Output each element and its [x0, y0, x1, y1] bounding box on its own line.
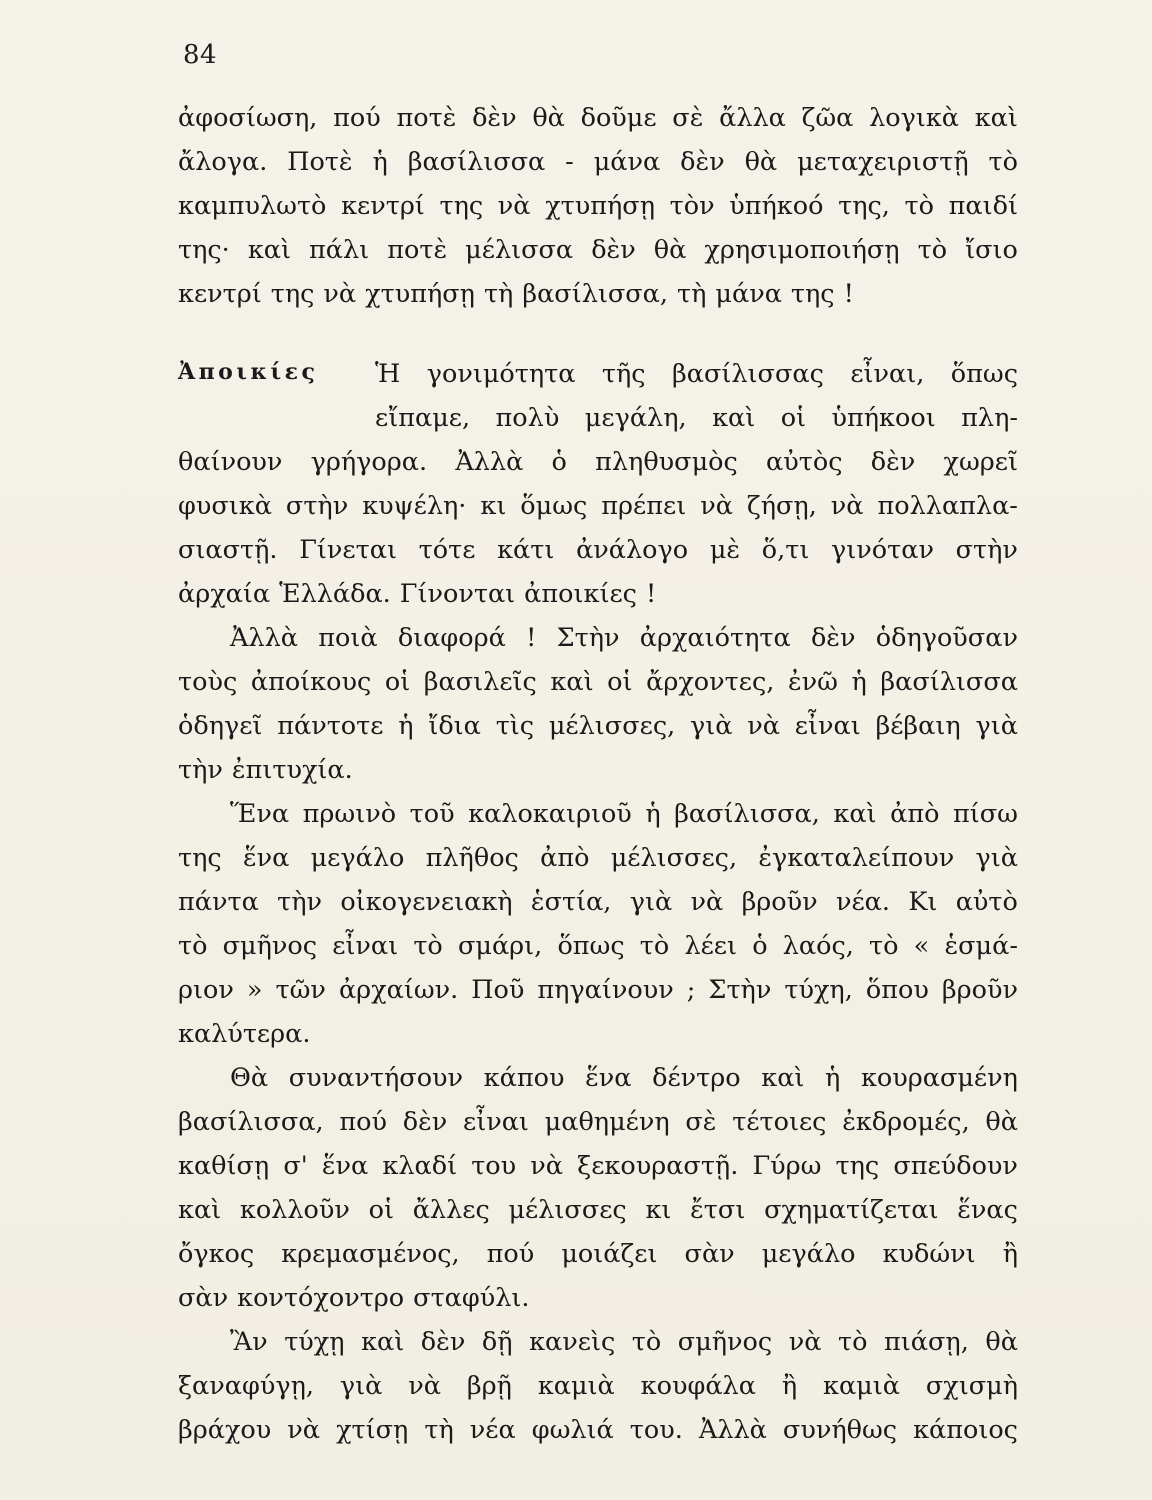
- text-line: Ἕνα πρωινὸ τοῦ καλοκαιριοῦ ἡ βασίλισσα, καὶ ἀπὸ πίσω: [230, 799, 1018, 829]
- text-line: εἴπαμε, πολὺ μεγάλη, καὶ οἱ ὑπήκοοι πλη-: [375, 403, 1018, 433]
- text-line: καλύτερα.: [178, 1019, 311, 1049]
- section-gap: [178, 316, 1018, 352]
- text-line: ἄλογα. Ποτὲ ἡ βασίλισσα - μάνα δὲν θὰ μεταχειριστῇ τὸ: [178, 147, 1018, 177]
- text-line: της ἕνα μεγάλο πλῆθος ἀπὸ μέλισσες, ἐγκαταλείπουν γιὰ: [178, 843, 1018, 873]
- paragraph-6: [178, 1320, 1018, 1452]
- text-line: καὶ κολλοῦν οἱ ἄλλες μέλισσες κι ἔτσι σχηματίζεται ἕνας: [178, 1195, 1018, 1225]
- text-line: τὸ σμῆνος εἶναι τὸ σμάρι, ὅπως τὸ λέει ὁ λαός, τὸ « ἑσμά-: [178, 931, 1018, 961]
- text-line: σιαστῇ. Γίνεται τότε κάτι ἀνάλογο μὲ ὅ,τι γινόταν στὴν: [178, 535, 1018, 565]
- text-line: Ἀλλὰ ποιὰ διαφορά ! Στὴν ἀρχαιότητα δὲν ὁδηγοῦσαν: [230, 623, 1018, 653]
- text-line: βράχου νὰ χτίσῃ τὴ νέα φωλιά του. Ἀλλὰ συνήθως κάποιος: [178, 1415, 1018, 1445]
- text-line: βασίλισσα, πού δὲν εἶναι μαθημένη σὲ τέτοιες ἐκδρομές, θὰ: [178, 1107, 1018, 1137]
- paragraph-2: [178, 352, 1018, 616]
- text-line: καμπυλωτὸ κεντρί της νὰ χτυπήσῃ τὸν ὑπήκοό της, τὸ παιδί: [178, 191, 1018, 221]
- text-line: σὰν κοντόχοντρο σταφύλι.: [178, 1283, 530, 1313]
- text-line: φυσικὰ στὴν κυψέλη· κι ὅμως πρέπει νὰ ζήσῃ, νὰ πολλαπλα-: [178, 491, 1018, 521]
- paragraph-5: [178, 1056, 1018, 1320]
- text-line: Ἂν τύχῃ καὶ δὲν δῇ κανεὶς τὸ σμῆνος νὰ τὸ πιάσῃ, θὰ: [230, 1327, 1018, 1357]
- text-line: ριον » τῶν ἀρχαίων. Ποῦ πηγαίνουν ; Στὴν τύχη, ὅπου βροῦν: [178, 975, 1018, 1005]
- text-line: ξαναφύγῃ, γιὰ νὰ βρῇ καμιὰ κουφάλα ἢ καμιὰ σχισμὴ: [178, 1371, 1018, 1401]
- text-line: ἀρχαία Ἑλλάδα. Γίνονται ἀποικίες !: [178, 579, 657, 609]
- text-line: Θὰ συναντήσουν κάπου ἕνα δέντρο καὶ ἡ κουρασμένη: [230, 1063, 1018, 1093]
- body-text: [178, 96, 1018, 1452]
- text-line: ὁδηγεῖ πάντοτε ἡ ἴδια τὶς μέλισσες, γιὰ νὰ εἶναι βέβαιη γιὰ: [178, 711, 1018, 741]
- text-line: ἀφοσίωση, πού ποτὲ δὲν θὰ δοῦμε σὲ ἄλλα ζῶα λογικὰ καὶ: [178, 103, 1018, 133]
- paragraph-1: [178, 96, 1018, 316]
- margin-heading: Ἀποικίες: [178, 359, 319, 385]
- page-number: 84: [183, 40, 218, 70]
- text-line: καθίσῃ σ' ἕνα κλαδί του νὰ ξεκουραστῇ. Γύρω της σπεύδουν: [178, 1151, 1018, 1181]
- text-line: ὄγκος κρεμασμένος, πού μοιάζει σὰν μεγάλο κυδώνι ἢ: [178, 1239, 1018, 1269]
- text-line: Ἡ γονιμότητα τῆς βασίλισσας εἶναι, ὅπως: [375, 359, 1018, 389]
- text-line: θαίνουν γρήγορα. Ἀλλὰ ὁ πληθυσμὸς αὐτὸς δὲν χωρεῖ: [178, 447, 1018, 477]
- paragraph-3: [178, 616, 1018, 792]
- text-line: τὴν ἐπιτυχία.: [178, 755, 353, 785]
- paragraph-4: [178, 792, 1018, 1056]
- text-line: της· καὶ πάλι ποτὲ μέλισσα δὲν θὰ χρησιμοποιήσῃ τὸ ἴσιο: [178, 235, 1018, 265]
- text-line: πάντα τὴν οἰκογενειακὴ ἑστία, γιὰ νὰ βροῦν νέα. Κι αὐτὸ: [178, 887, 1018, 917]
- text-line: κεντρί της νὰ χτυπήσῃ τὴ βασίλισσα, τὴ μάνα της !: [178, 279, 854, 309]
- text-line: τοὺς ἀποίκους οἱ βασιλεῖς καὶ οἱ ἄρχοντες, ἐνῶ ἡ βασίλισσα: [178, 667, 1018, 697]
